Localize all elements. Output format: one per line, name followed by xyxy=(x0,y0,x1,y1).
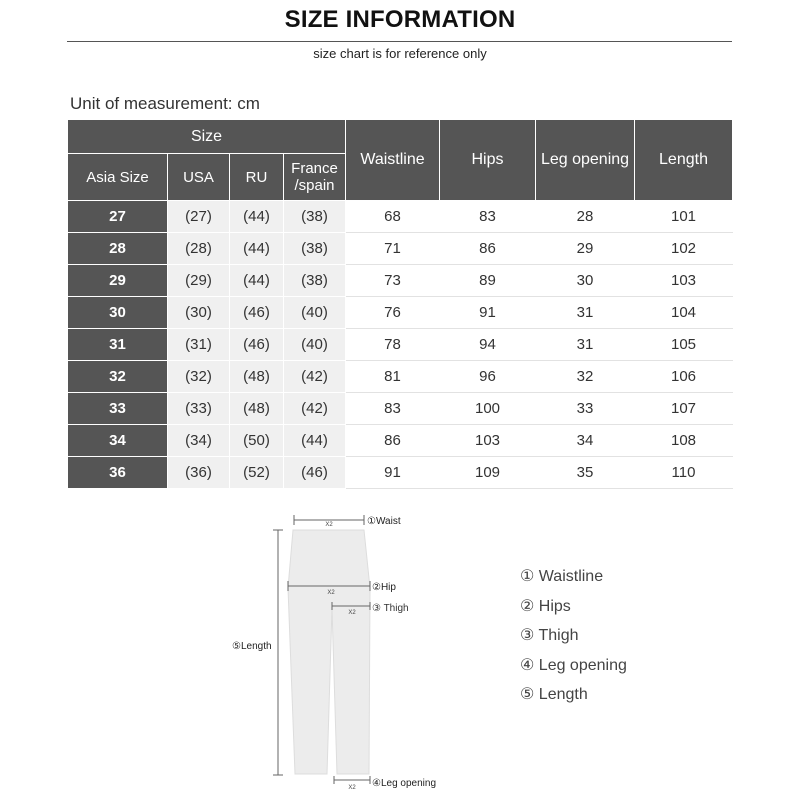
cell-length: 102 xyxy=(635,233,733,265)
cell-usa-size: (31) xyxy=(168,329,230,361)
cell-ru-size: (44) xyxy=(230,233,284,265)
cell-asia-size: 27 xyxy=(68,201,168,233)
cell-france-spain-size: (46) xyxy=(284,457,346,489)
cell-length: 104 xyxy=(635,297,733,329)
cell-ru-size: (50) xyxy=(230,425,284,457)
cell-usa-size: (27) xyxy=(168,201,230,233)
cell-asia-size: 29 xyxy=(68,265,168,297)
cell-length: 107 xyxy=(635,393,733,425)
leg-opening-label: ④Leg opening xyxy=(372,778,437,789)
cell-ru-size: (44) xyxy=(230,265,284,297)
cell-length: 101 xyxy=(635,201,733,233)
cell-waistline: 81 xyxy=(346,361,440,393)
size-group-header: Size xyxy=(68,120,346,154)
cell-france-spain-size: (44) xyxy=(284,425,346,457)
header-leg-opening: Leg opening xyxy=(536,120,635,201)
cell-waistline: 76 xyxy=(346,297,440,329)
cell-leg-opening: 29 xyxy=(536,233,635,265)
hip-x2-label: X2 xyxy=(327,590,335,596)
cell-waistline: 71 xyxy=(346,233,440,265)
table-row xyxy=(68,201,733,233)
cell-leg-opening: 31 xyxy=(536,329,635,361)
cell-ru-size: (44) xyxy=(230,201,284,233)
hip-label: ②Hip xyxy=(372,582,396,593)
header-france-spain: France /spain xyxy=(284,154,346,201)
cell-waistline: 73 xyxy=(346,265,440,297)
table-row xyxy=(68,297,733,329)
cell-waistline: 68 xyxy=(346,201,440,233)
cell-france-spain-size: (40) xyxy=(284,297,346,329)
cell-leg-opening: 32 xyxy=(536,361,635,393)
cell-hips: 103 xyxy=(440,425,536,457)
cell-ru-size: (46) xyxy=(230,329,284,361)
cell-length: 108 xyxy=(635,425,733,457)
cell-france-spain-size: (38) xyxy=(284,265,346,297)
legend-hips: ② Hips xyxy=(520,597,571,615)
table-row xyxy=(68,265,733,297)
cell-asia-size: 32 xyxy=(68,361,168,393)
cell-leg-opening: 35 xyxy=(536,457,635,489)
cell-hips: 96 xyxy=(440,361,536,393)
cell-france-spain-size: (38) xyxy=(284,233,346,265)
cell-hips: 109 xyxy=(440,457,536,489)
size-table xyxy=(67,119,733,489)
legend-length: ⑤ Length xyxy=(520,686,588,703)
cell-asia-size: 33 xyxy=(68,393,168,425)
cell-ru-size: (48) xyxy=(230,361,284,393)
cell-length: 110 xyxy=(635,457,733,489)
cell-usa-size: (34) xyxy=(168,425,230,457)
cell-asia-size: 31 xyxy=(68,329,168,361)
pants-diagram xyxy=(228,508,448,798)
cell-length: 103 xyxy=(635,265,733,297)
cell-france-spain-size: (42) xyxy=(284,361,346,393)
cell-usa-size: (28) xyxy=(168,233,230,265)
header-asia-size: Asia Size xyxy=(68,154,168,201)
measurement-legend xyxy=(520,566,627,714)
cell-leg-opening: 28 xyxy=(536,201,635,233)
size-table-body xyxy=(68,201,733,489)
cell-waistline: 86 xyxy=(346,425,440,457)
table-row xyxy=(68,329,733,361)
cell-waistline: 91 xyxy=(346,457,440,489)
cell-leg-opening: 34 xyxy=(536,425,635,457)
header-usa: USA xyxy=(168,154,230,201)
table-row xyxy=(68,361,733,393)
legend-waistline: ① Waistline xyxy=(520,568,604,585)
cell-hips: 100 xyxy=(440,393,536,425)
header-length: Length xyxy=(635,120,733,201)
cell-france-spain-size: (38) xyxy=(284,201,346,233)
cell-asia-size: 34 xyxy=(68,425,168,457)
cell-usa-size: (32) xyxy=(168,361,230,393)
cell-france-spain-size: (40) xyxy=(284,329,346,361)
cell-waistline: 83 xyxy=(346,393,440,425)
cell-ru-size: (48) xyxy=(230,393,284,425)
legend-leg-opening: ④ Leg opening xyxy=(520,656,627,674)
cell-hips: 83 xyxy=(440,201,536,233)
pants-silhouette xyxy=(288,530,370,774)
cell-hips: 91 xyxy=(440,297,536,329)
cell-usa-size: (29) xyxy=(168,265,230,297)
cell-hips: 86 xyxy=(440,233,536,265)
cell-asia-size: 36 xyxy=(68,457,168,489)
cell-hips: 94 xyxy=(440,329,536,361)
cell-waistline: 78 xyxy=(346,329,440,361)
cell-france-spain-size: (42) xyxy=(284,393,346,425)
unit-label: Unit of measurement: cm xyxy=(70,94,260,113)
cell-ru-size: (52) xyxy=(230,457,284,489)
cell-hips: 89 xyxy=(440,265,536,297)
cell-asia-size: 28 xyxy=(68,233,168,265)
cell-length: 105 xyxy=(635,329,733,361)
table-row xyxy=(68,393,733,425)
header-ru: RU xyxy=(230,154,284,201)
page-title: SIZE INFORMATION xyxy=(284,6,516,33)
waist-x2-label: X2 xyxy=(325,522,333,528)
thigh-x2-label: X2 xyxy=(348,610,356,616)
length-label: ⑤Length xyxy=(232,641,272,652)
cell-ru-size: (46) xyxy=(230,297,284,329)
header-waistline: Waistline xyxy=(346,120,440,201)
table-row xyxy=(68,233,733,265)
waist-label: ①Waist xyxy=(367,516,401,527)
cell-leg-opening: 30 xyxy=(536,265,635,297)
cell-leg-opening: 33 xyxy=(536,393,635,425)
leg-opening-x2-label: X2 xyxy=(348,785,356,791)
cell-leg-opening: 31 xyxy=(536,297,635,329)
cell-asia-size: 30 xyxy=(68,297,168,329)
header-hips: Hips xyxy=(440,120,536,201)
thigh-label: ③ Thigh xyxy=(372,603,409,614)
cell-usa-size: (36) xyxy=(168,457,230,489)
cell-usa-size: (33) xyxy=(168,393,230,425)
title-divider xyxy=(67,41,732,42)
subtitle: size chart is for reference only xyxy=(313,46,487,61)
table-row xyxy=(68,457,733,489)
cell-length: 106 xyxy=(635,361,733,393)
table-row xyxy=(68,425,733,457)
cell-usa-size: (30) xyxy=(168,297,230,329)
legend-thigh: ③ Thigh xyxy=(520,627,579,644)
